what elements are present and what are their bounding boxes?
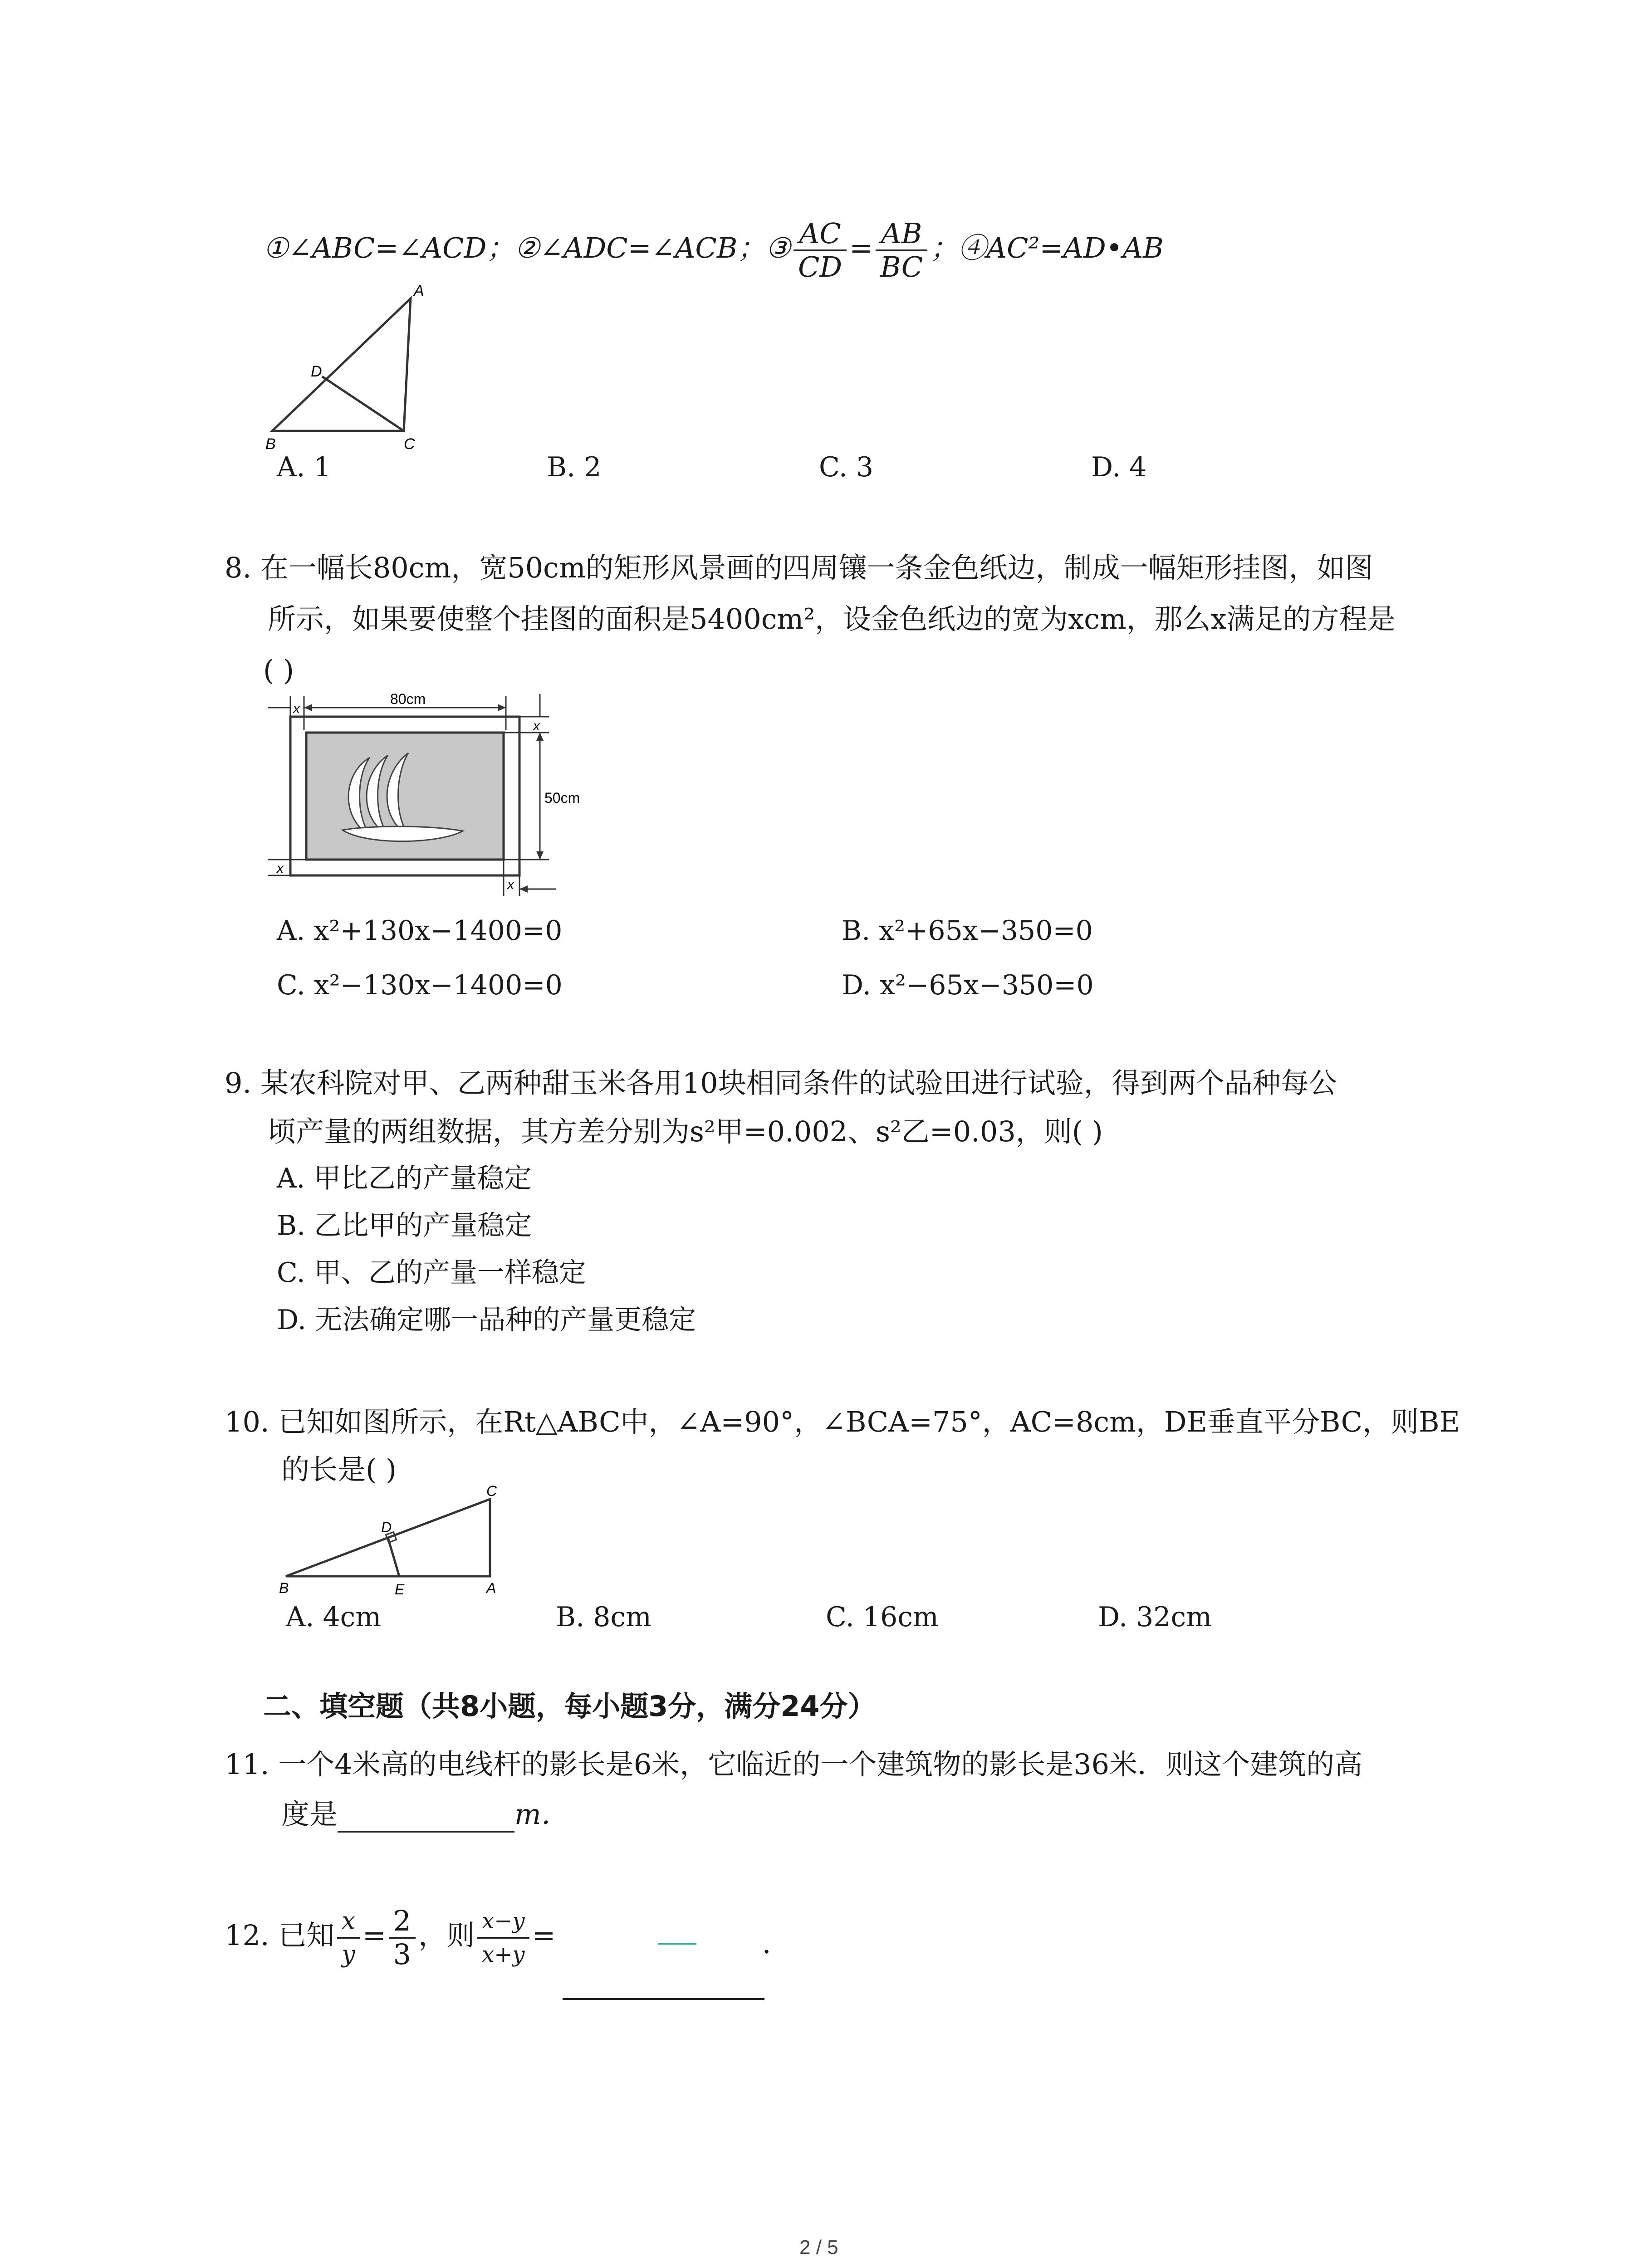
q11-line-2 (281, 1796, 569, 1833)
q8-line-1: 8. 在一幅长80cm，宽50cm的矩形风景画的四周镶一条金色纸边，制成一幅矩形挂图，如图 (225, 551, 1373, 584)
q9-option-b: B. 乙比甲的产量稳定 (277, 1210, 532, 1242)
q7-label-c: C (404, 435, 415, 453)
q12-fraction-expression: $\frac{x-y}{x+y}$ (477, 1905, 529, 1970)
q7-option-b: B. 2 (547, 451, 602, 483)
q10-label-c: C (486, 1483, 497, 1499)
q9-line-2: 顷产量的两组数据，其方差分别为s²甲=0.002、s²乙=0.03，则( ) (268, 1115, 1103, 1148)
q10-label-d: D (381, 1519, 392, 1535)
q8-label-x-bottom: x (507, 877, 514, 892)
q10-line-1: 10. 已知如图所示，在Rt△ABC中，∠A=90°，∠BCA=75°，AC=8cm，DE垂直平分BC，则BE (225, 1405, 1460, 1438)
q8-option-b: B. x²+65x−350=0 (842, 915, 1093, 947)
q11-answer-blank (338, 1799, 514, 1833)
q7-statement-1-2: ①∠ABC=∠ACD；②∠ADC=∠ACB；③ (263, 231, 791, 265)
q10-label-b: B (279, 1580, 289, 1596)
q8-option-c: C. x²−130x−1400=0 (277, 969, 563, 1001)
q7-fraction-ab-bc: $\frac{AB}{BC}$ (876, 218, 927, 283)
q7-segment-dc (322, 376, 404, 431)
q7-label-a: A (414, 282, 424, 299)
q8-line-2: 所示，如果要使整个挂图的面积是5400cm²，设金色纸边的宽为xcm，那么x满足的方程是 (268, 602, 1396, 635)
q10-option-a: A. 4cm (286, 1601, 382, 1633)
q11-line-2-prefix: 度是 (281, 1798, 338, 1831)
q9-line-1: 9. 某农科院对甲、乙两种甜玉米各用10块相同条件的试验田进行试验，得到两个品种每公 (225, 1066, 1337, 1100)
q8-option-d: D. x²−65x−350=0 (842, 969, 1094, 1001)
q8-label-height: 50cm (544, 790, 580, 806)
q12-end: ． (762, 1927, 791, 1960)
q8-label-x-left: x (277, 861, 284, 876)
q9-option-a: A. 甲比乙的产量稳定 (277, 1163, 532, 1194)
q10-option-b: B. 8cm (556, 1601, 652, 1633)
q7-statements: ①∠ABC=∠ACD；②∠ADC=∠ACB；③ $\frac{AC}{CD}$ = $\frac{AB}{BC}$ ；④AC²=AD•AB (263, 217, 1164, 284)
q7-option-a: A. 1 (277, 451, 331, 483)
q12-fraction-x-y: $\frac{x}{y}$ (337, 1905, 359, 1970)
q10-segment-de (388, 1538, 399, 1576)
q12-line: 12. 已知 $\frac{x}{y}$ = $\frac{2}{3}$ ，则 $\frac{x-y}{x+y}$ = (225, 1904, 556, 1971)
q7-label-d: D (311, 363, 322, 380)
q9-option-c: C. 甲、乙的产量一样稳定 (277, 1257, 586, 1289)
q11-line-1: 11. 一个4米高的电线杆的影长是6米，它临近的一个建筑物的影长是36米．则这个建筑的高 (225, 1748, 1363, 1781)
q7-option-c: C. 3 (819, 451, 874, 483)
q7-statement-4: ；④AC²=AD•AB (930, 231, 1164, 265)
q7-fraction-ac-cd: $\frac{AC}{CD}$ (794, 218, 847, 283)
q7-option-d: D. 4 (1091, 451, 1147, 483)
q8-option-a: A. x²+130x−1400=0 (277, 915, 563, 947)
q7-label-b: B (265, 435, 276, 453)
q12-fraction-2-3: $\frac{2}{3}$ (389, 1905, 416, 1970)
q12-answer-blank (563, 1998, 764, 2000)
q8-label-width: 80cm (390, 691, 426, 707)
q8-frame-figure (263, 689, 581, 903)
q10-option-d: D. 32cm (1098, 1601, 1212, 1633)
q11-line-2-suffix: m． (514, 1798, 569, 1831)
q10-line-2: 的长是( ) (281, 1453, 397, 1486)
q10-triangle-figure (272, 1483, 526, 1601)
q12-answer-dash (658, 1943, 696, 1945)
q7-triangle-abc (272, 298, 411, 431)
page-number: 2 / 5 (799, 2236, 838, 2258)
section-2-heading: 二、填空题（共8小题，每小题3分，满分24分） (263, 1690, 876, 1723)
q8-line-3: ( ) (263, 654, 294, 687)
q8-label-x-right: x (533, 719, 540, 733)
q12-prefix: 12. 已知 (225, 1919, 335, 1952)
q10-option-c: C. 16cm (826, 1601, 939, 1633)
q7-triangle-figure (254, 281, 490, 454)
q9-option-d: D. 无法确定哪一品种的产量更稳定 (277, 1304, 696, 1336)
q10-label-e: E (395, 1581, 405, 1598)
q8-label-x-top: x (293, 701, 300, 716)
q10-label-a: A (486, 1580, 496, 1596)
